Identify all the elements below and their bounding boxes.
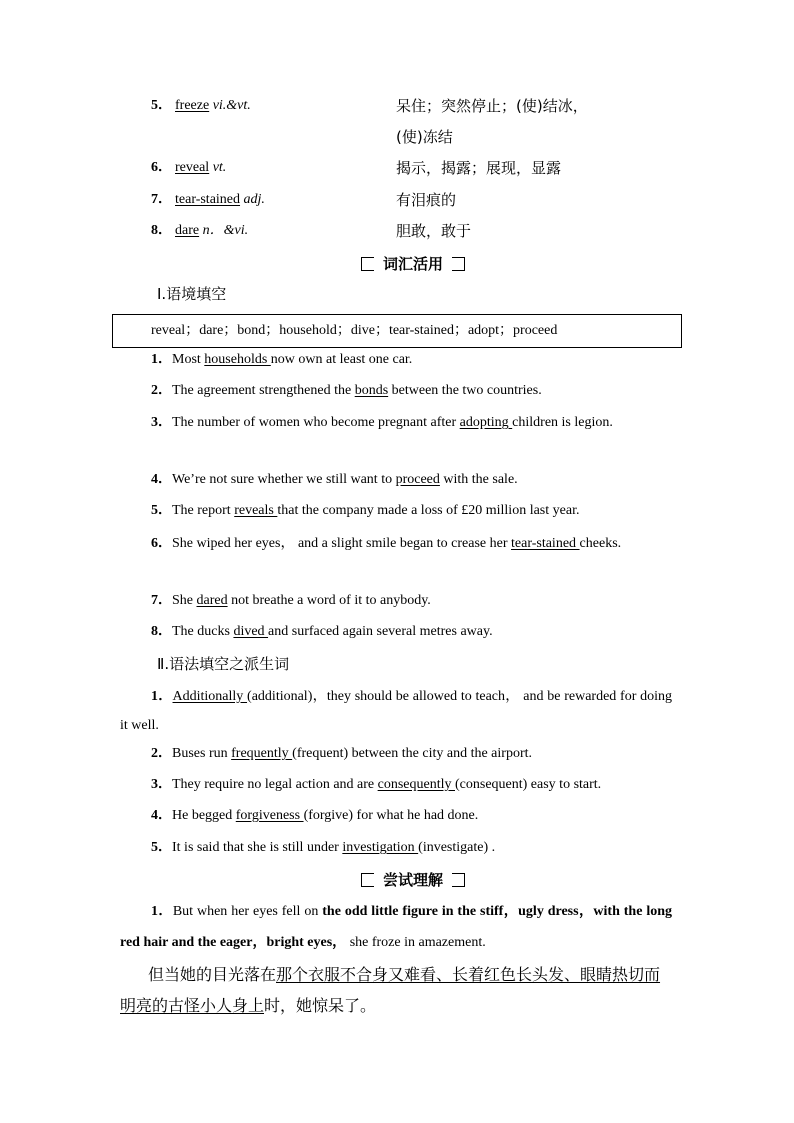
section-banner-vocab-use [361, 257, 465, 271]
word-bank-box [112, 314, 682, 348]
item-number: 4． [151, 472, 172, 487]
item-text: Buses run [172, 746, 232, 761]
item-text: (investigate) . [418, 840, 496, 855]
vocab-meaning: 有泪痕的 [396, 191, 457, 209]
item-text: that the company made a loss of £20 million last year. [277, 503, 580, 518]
item-number: 1． [151, 352, 172, 367]
item-text: The number of women who become pregnant after [172, 415, 460, 430]
list-item [120, 682, 672, 740]
item-text: He begged [172, 808, 236, 823]
answer-blank: dared [196, 593, 228, 608]
vocab-meaning: 胆敢，敢于 [396, 222, 472, 240]
item-text: between the two countries. [388, 383, 542, 398]
list-item [151, 501, 579, 521]
item-text: She [172, 593, 197, 608]
item-text: children is legion. [512, 415, 613, 430]
vocab-pos: vi.&vt. [209, 98, 251, 113]
item-number: 8． [151, 624, 172, 639]
part1-title: Ⅰ.语境填空 [157, 285, 227, 303]
vocab-word: tear-stained [175, 192, 241, 207]
item-number: 2． [151, 746, 172, 761]
item-text: We’re not sure whether we still want to [172, 472, 396, 487]
item-number: 5． [151, 503, 172, 518]
vocab-number: 6． [151, 160, 172, 175]
section-banner-title: 尝试理解 [374, 870, 452, 890]
vocab-word: reveal [175, 160, 210, 175]
list-item [151, 744, 532, 764]
part2-title: Ⅱ.语法填空之派生词 [157, 655, 290, 673]
sentence-item [120, 896, 672, 958]
item-number: 1． [151, 689, 173, 704]
list-item [120, 408, 672, 437]
answer-blank: bonds [354, 383, 389, 398]
item-text: It is said that she is still under [172, 840, 343, 855]
translation-paragraph [120, 959, 676, 1021]
item-text: Most [172, 352, 205, 367]
translation-text: 但当她的目光落在 [148, 965, 277, 984]
list-item [151, 591, 431, 611]
answer-blank: proceed [395, 472, 440, 487]
translation-underlined: 那个衣服不合身又难看、长着红色长头发、眼睛热切而明亮的古怪小人身上 [120, 965, 661, 1015]
vocab-number: 8． [151, 223, 172, 238]
item-number: 4． [151, 808, 172, 823]
item-text: But when her eyes fell on [172, 904, 323, 919]
section-banner-try-understand [361, 873, 465, 887]
item-number: 7． [151, 593, 172, 608]
answer-blank: reveals [234, 503, 278, 518]
item-number: 5． [151, 840, 172, 855]
vocab-meaning: 呆住；突然停止；(使)结冰， [396, 97, 588, 115]
section-banner-title: 词汇活用 [374, 254, 452, 274]
item-number: 3． [151, 777, 172, 792]
vocab-number: 5． [151, 98, 172, 113]
vocab-pos: n．&vi. [199, 223, 249, 238]
vocab-meaning-cont: (使)冻结 [396, 128, 453, 146]
bold-phrase: the odd little figure in the stiff，ugly dress，with the long red hair and the eager，bright eyes， [120, 904, 673, 950]
list-item [120, 529, 672, 558]
item-text: she froze in amazement. [346, 935, 486, 950]
vocab-word: dare [175, 223, 200, 238]
item-text: (frequent) between the city and the airport. [292, 746, 532, 761]
item-text: not breathe a word of it to anybody. [227, 593, 431, 608]
word-bank-text: reveal；dare；bond；household；dive；tear-stained；adopt；proceed [151, 323, 558, 338]
item-text: with the sale. [439, 472, 518, 487]
list-item [151, 775, 601, 795]
translation-text: 时，她惊呆了。 [264, 996, 377, 1015]
list-item [151, 622, 493, 642]
answer-blank: tear-stained [511, 536, 580, 551]
item-text: now own at least one car. [270, 352, 413, 367]
vocab-meaning: 揭示，揭露；展现，显露 [396, 159, 562, 177]
item-text: The ducks [172, 624, 234, 639]
answer-blank: investigation [342, 840, 419, 855]
answer-blank: households [204, 352, 271, 367]
answer-blank: frequently [231, 746, 293, 761]
answer-blank: consequently [377, 777, 455, 792]
item-text: The agreement strengthened the [172, 383, 355, 398]
answer-blank: dived [233, 624, 269, 639]
item-text: She wiped her eyes， and a slight smile began to crease her [172, 536, 512, 551]
list-item [151, 381, 542, 401]
item-text: The report [172, 503, 235, 518]
list-item [151, 470, 518, 490]
item-number: 6． [151, 536, 172, 551]
vocab-pos: adj. [240, 192, 265, 207]
item-number: 1． [151, 904, 173, 919]
vocab-pos: vt. [209, 160, 227, 175]
item-number: 2． [151, 383, 172, 398]
item-text: (additional)，they should be allowed to teach， and be rewarded for doing it well. [120, 689, 673, 733]
item-text: (forgive) for what he had done. [303, 808, 479, 823]
item-text: and surfaced again several metres away. [268, 624, 493, 639]
answer-blank: Additionally [172, 689, 248, 704]
item-text: (consequent) easy to start. [455, 777, 602, 792]
item-text: They require no legal action and are [172, 777, 378, 792]
list-item [151, 350, 412, 370]
answer-blank: adopting [459, 415, 513, 430]
vocab-number: 7． [151, 192, 172, 207]
item-number: 3． [151, 415, 172, 430]
list-item [151, 806, 478, 826]
answer-blank: forgiveness [235, 808, 304, 823]
item-text: cheeks. [579, 536, 622, 551]
list-item [151, 838, 495, 858]
vocab-word: freeze [175, 98, 210, 113]
